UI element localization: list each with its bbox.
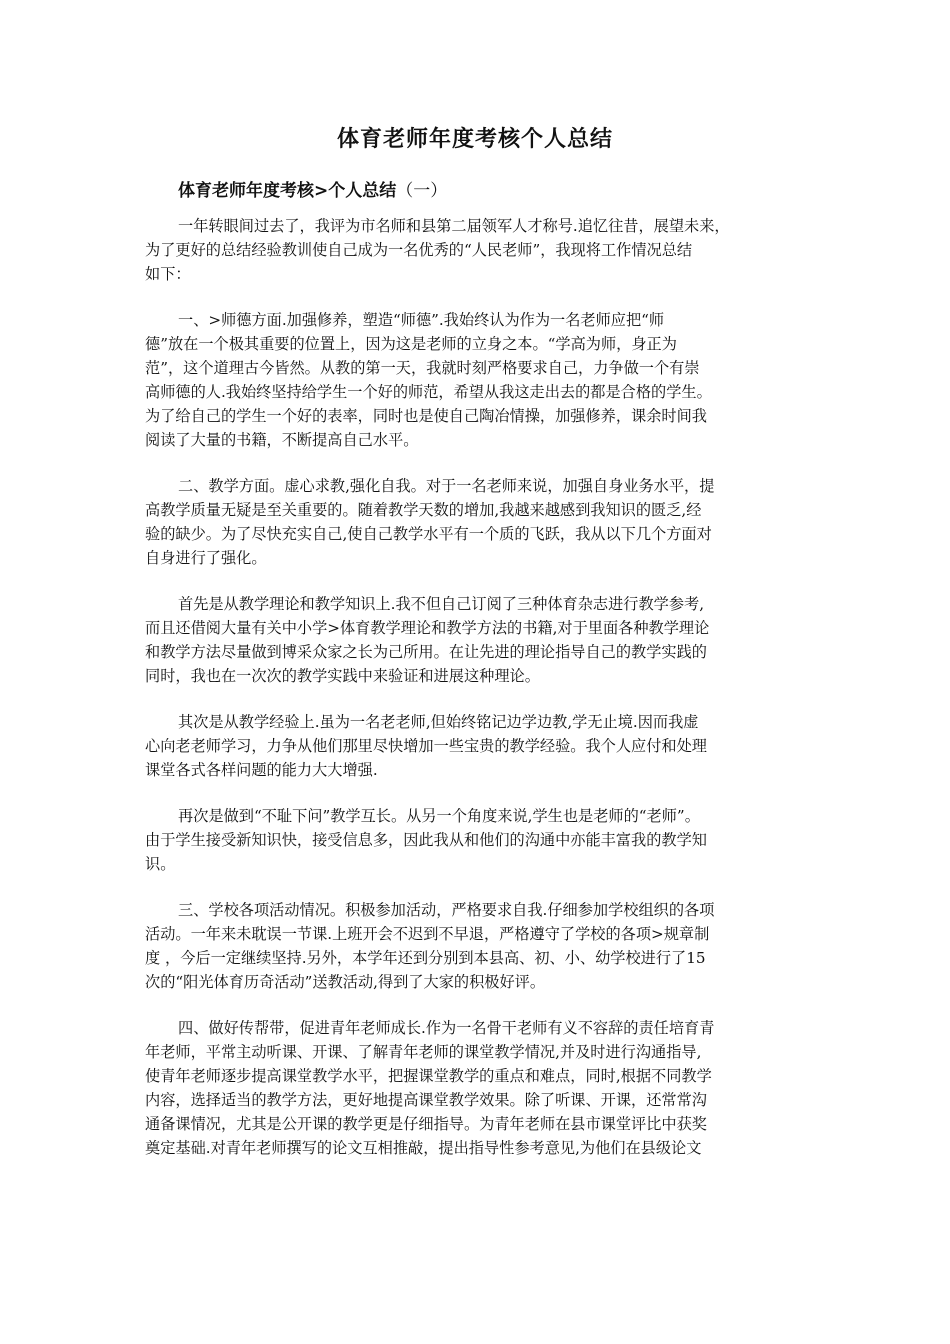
paragraph-line: 高师德的人.我始终坚持给学生一个好的师范，希望从我这走出去的都是合格的学生。 xyxy=(145,383,712,401)
paragraph-line: 首先是从教学理论和教学知识上.我不但自己订阅了三种体育杂志进行教学参考, xyxy=(178,595,705,613)
paragraph xyxy=(145,898,811,994)
paragraph-line: 同时，我也在一次次的教学实践中来验证和进展这种理论。 xyxy=(145,667,540,685)
paragraph-line: 年老师，平常主动听课、开课、了解青年老师的课堂教学情况,并及时进行沟通指导, xyxy=(145,1043,702,1061)
paragraph-line: 为了更好的总结经验教训使自己成为一名优秀的“人民老师”，我现将工作情况总结 xyxy=(145,241,693,259)
paragraph-line: 高教学质量无疑是至关重要的。随着教学天数的增加,我越来越感到我知识的匮乏,经 xyxy=(145,501,702,519)
paragraph-line: 范”，这个道理古今皆然。从教的第一天，我就时刻严格要求自己，力争做一个有崇 xyxy=(145,359,700,377)
section-heading-text: 体育老师年度考核>个人总结 xyxy=(178,181,397,201)
paragraph-line: 内容，选择适当的教学方法，更好地提高课堂教学效果。除了听课、开课，还常常沟 xyxy=(145,1091,707,1109)
section-heading xyxy=(178,176,447,201)
paragraph-line: 活动。一年来未耽误一节课.上班开会不迟到不早退，严格遵守了学校的各项>规章制 xyxy=(145,925,710,943)
paragraph-line: 课堂各式各样问题的能力大大增强. xyxy=(145,761,378,779)
paragraph xyxy=(145,1016,811,1160)
paragraph-line: 度 ，今后一定继续坚持.另外，本学年还到分别到本县高、初、小、幼学校进行了15 xyxy=(145,949,706,967)
paragraph xyxy=(145,474,811,570)
paragraph-line: 验的缺少。为了尽快充实自己,使自己教学水平有一个质的飞跃，我从以下几个方面对 xyxy=(145,525,712,543)
document-body xyxy=(145,214,811,1182)
paragraph-line: 一、>师德方面.加强修养，塑造“师德”.我始终认为作为一名老师应把“师 xyxy=(178,311,665,329)
paragraph-line: 识。 xyxy=(145,855,176,873)
paragraph-line: 其次是从教学经验上.虽为一名老老师,但始终铭记边学边教,学无止境.因而我虚 xyxy=(178,713,699,731)
paragraph-line: 奠定基础.对青年老师撰写的论文互相推敲，提出指导性参考意见,为他们在县级论文 xyxy=(145,1139,702,1157)
paragraph-line: 通备课情况，尤其是公开课的教学更是仔细指导。为青年老师在县市课堂评比中获奖 xyxy=(145,1115,707,1133)
paragraph xyxy=(145,308,811,452)
document-title: 体育老师年度考核个人总结 xyxy=(336,127,613,152)
paragraph-line: 为了给自己的学生一个好的表率，同时也是使自己陶冶情操，加强修养，课余时间我 xyxy=(145,407,707,425)
paragraph-line: 一年转眼间过去了，我评为市名师和县第二届领军人才称号.追忆往昔，展望未来， xyxy=(178,217,730,235)
paragraph-line: 阅读了大量的书籍，不断提高自己水平。 xyxy=(145,431,419,449)
paragraph xyxy=(145,710,811,782)
paragraph-line: 而且还借阅大量有关中小学>体育教学理论和教学方法的书籍,对于里面各种教学理论 xyxy=(145,619,710,637)
paragraph-line: 四、做好传帮带，促进青年老师成长.作为一名骨干老师有义不容辞的责任培育青 xyxy=(178,1019,715,1037)
paragraph-line: 如下： xyxy=(145,265,191,283)
paragraph-line: 由于学生接受新知识快，接受信息多，因此我从和他们的沟通中亦能丰富我的教学知 xyxy=(145,831,707,849)
paragraph-line: 二、教学方面。虚心求教,强化自我。对于一名老师来说，加强自身业务水平，提 xyxy=(178,477,715,495)
paragraph-line: 和教学方法尽量做到博采众家之长为己所用。在让先进的理论指导自己的教学实践的 xyxy=(145,643,707,661)
paragraph xyxy=(145,804,811,876)
paragraph-line: 使青年老师逐步提高课堂教学水平，把握课堂教学的重点和难点，同时,根据不同教学 xyxy=(145,1067,712,1085)
paragraph-line: 德”放在一个极其重要的位置上，因为这是老师的立身之本。“学高为师，身正为 xyxy=(145,335,677,353)
paragraph-line: 次的“阳光体育历奇活动”送教活动,得到了大家的积极好评。 xyxy=(145,973,546,991)
paragraph-line: 自身进行了强化。 xyxy=(145,549,267,567)
section-heading-suffix: （一） xyxy=(396,181,448,201)
paragraph-line: 心向老老师学习，力争从他们那里尽快增加一些宝贵的教学经验。我个人应付和处理 xyxy=(145,737,707,755)
paragraph-line: 三、学校各项活动情况。积极参加活动，严格要求自我.仔细参加学校组织的各项 xyxy=(178,901,715,919)
paragraph xyxy=(145,592,811,688)
paragraph-line: 再次是做到“不耻下问”教学互长。从另一个角度来说,学生也是老师的“老师”。 xyxy=(178,807,700,825)
paragraph xyxy=(145,214,811,286)
